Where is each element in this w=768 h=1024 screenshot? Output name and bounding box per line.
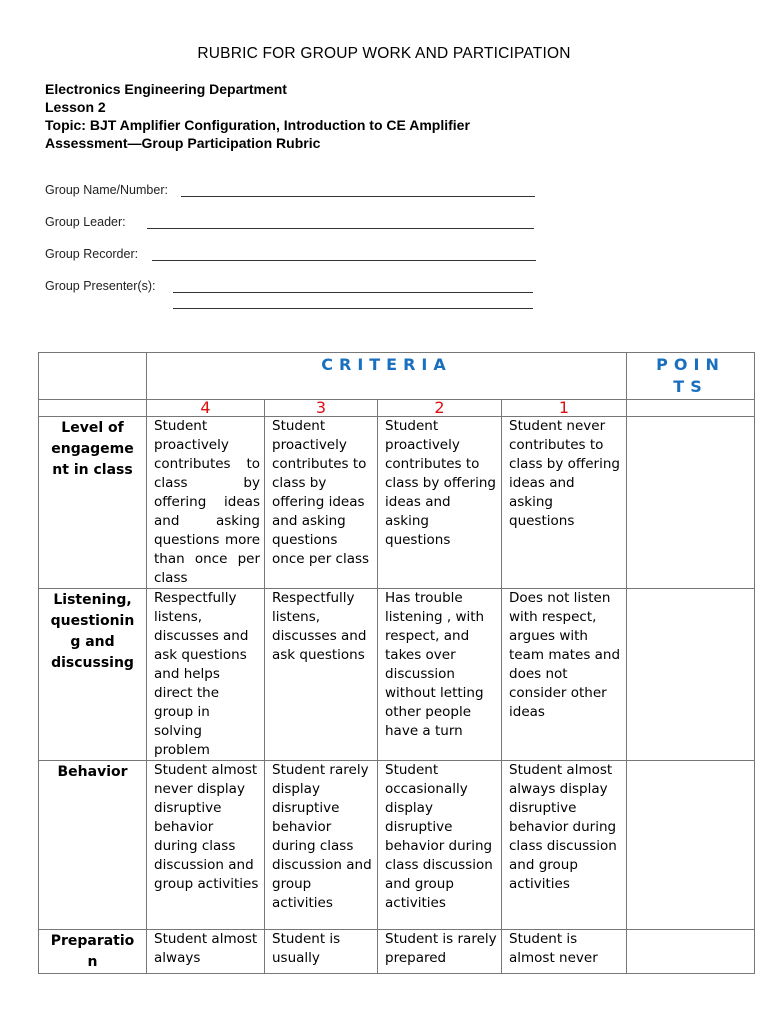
topic-line: Topic: BJT Amplifier Configuration, Introduction to CE Amplifier [45,117,470,133]
table-row [39,589,755,761]
group-recorder-label: Group Recorder: [45,247,139,261]
cell-preparation-4: Student almost always [147,930,265,974]
cell-behavior-2: Student occasionally display disruptive behavior during class discussion and group activities [378,761,502,930]
cell-engagement-2: Student proactively contributes to class by offering ideas and asking questions [378,417,502,589]
department-line: Electronics Engineering Department [45,81,287,97]
group-presenters-blank-1[interactable] [173,292,533,293]
criteria-header: CRITERIA [147,353,627,400]
cell-engagement-1: Student never contributes to class by offering ideas and asking questions [502,417,627,589]
cell-preparation-3: Student is usually [265,930,378,974]
lesson-line: Lesson 2 [45,99,106,115]
points-header [627,353,755,400]
row-label-engagement: Level of engageme nt in class [39,417,147,589]
document-title: RUBRIC FOR GROUP WORK AND PARTICIPATION [197,45,571,62]
cell-listening-3: Respectfully listens, discusses and ask questions [265,589,378,761]
cell-engagement-3: Student proactively contributes to class by offering ideas and asking questions once per class [265,417,378,589]
group-name-blank[interactable] [181,196,535,197]
group-leader-label: Group Leader: [45,215,126,229]
points-preparation[interactable] [627,930,755,974]
cell-listening-2: Has trouble listening , with respect, and takes over discussion without letting other people have a turn [378,589,502,761]
cell-listening-1: Does not listen with respect, argues with team mates and does not consider other ideas [502,589,627,761]
rubric-table [38,352,755,974]
cell-preparation-1: Student is almost never [502,930,627,974]
group-leader-blank[interactable] [147,228,534,229]
cell-preparation-2: Student is rarely prepared [378,930,502,974]
row-label-preparation: Preparatio n [39,930,147,974]
group-name-label: Group Name/Number: [45,183,168,197]
group-presenters-blank-2[interactable] [173,308,533,309]
score-row [39,400,755,417]
row-label-listening: Listening, questionin g and discussing [39,589,147,761]
row-label-behavior: Behavior [39,761,147,930]
points-header-line-1: POIN [656,355,725,374]
score-row-points-cell [627,400,755,417]
table-row [39,761,755,930]
score-4: 4 [147,400,265,417]
points-header-line-2: TS [673,377,708,396]
cell-engagement-4: Student proactively contributes to class by offering ideas and asking questions more than once per class [147,417,265,589]
corner-cell [39,353,147,400]
points-engagement[interactable] [627,417,755,589]
cell-listening-4: Respectfully listens, discusses and ask questions and helps direct the group in solving problem [147,589,265,761]
score-row-label-cell [39,400,147,417]
score-3: 3 [265,400,378,417]
cell-behavior-1: Student almost always display disruptive behavior during class discussion and group activities [502,761,627,930]
points-behavior[interactable] [627,761,755,930]
points-listening[interactable] [627,589,755,761]
assessment-line: Assessment—Group Participation Rubric [45,135,321,151]
cell-behavior-3: Student rarely display disruptive behavior during class discussion and group activities [265,761,378,930]
cell-behavior-4: Student almost never display disruptive behavior during class discussion and group activities [147,761,265,930]
group-presenters-label: Group Presenter(s): [45,279,156,293]
group-recorder-blank[interactable] [152,260,536,261]
table-row [39,417,755,589]
document-header [45,80,470,152]
score-1: 1 [502,400,627,417]
table-row [39,930,755,974]
score-2: 2 [378,400,502,417]
table-header-row [39,353,755,400]
